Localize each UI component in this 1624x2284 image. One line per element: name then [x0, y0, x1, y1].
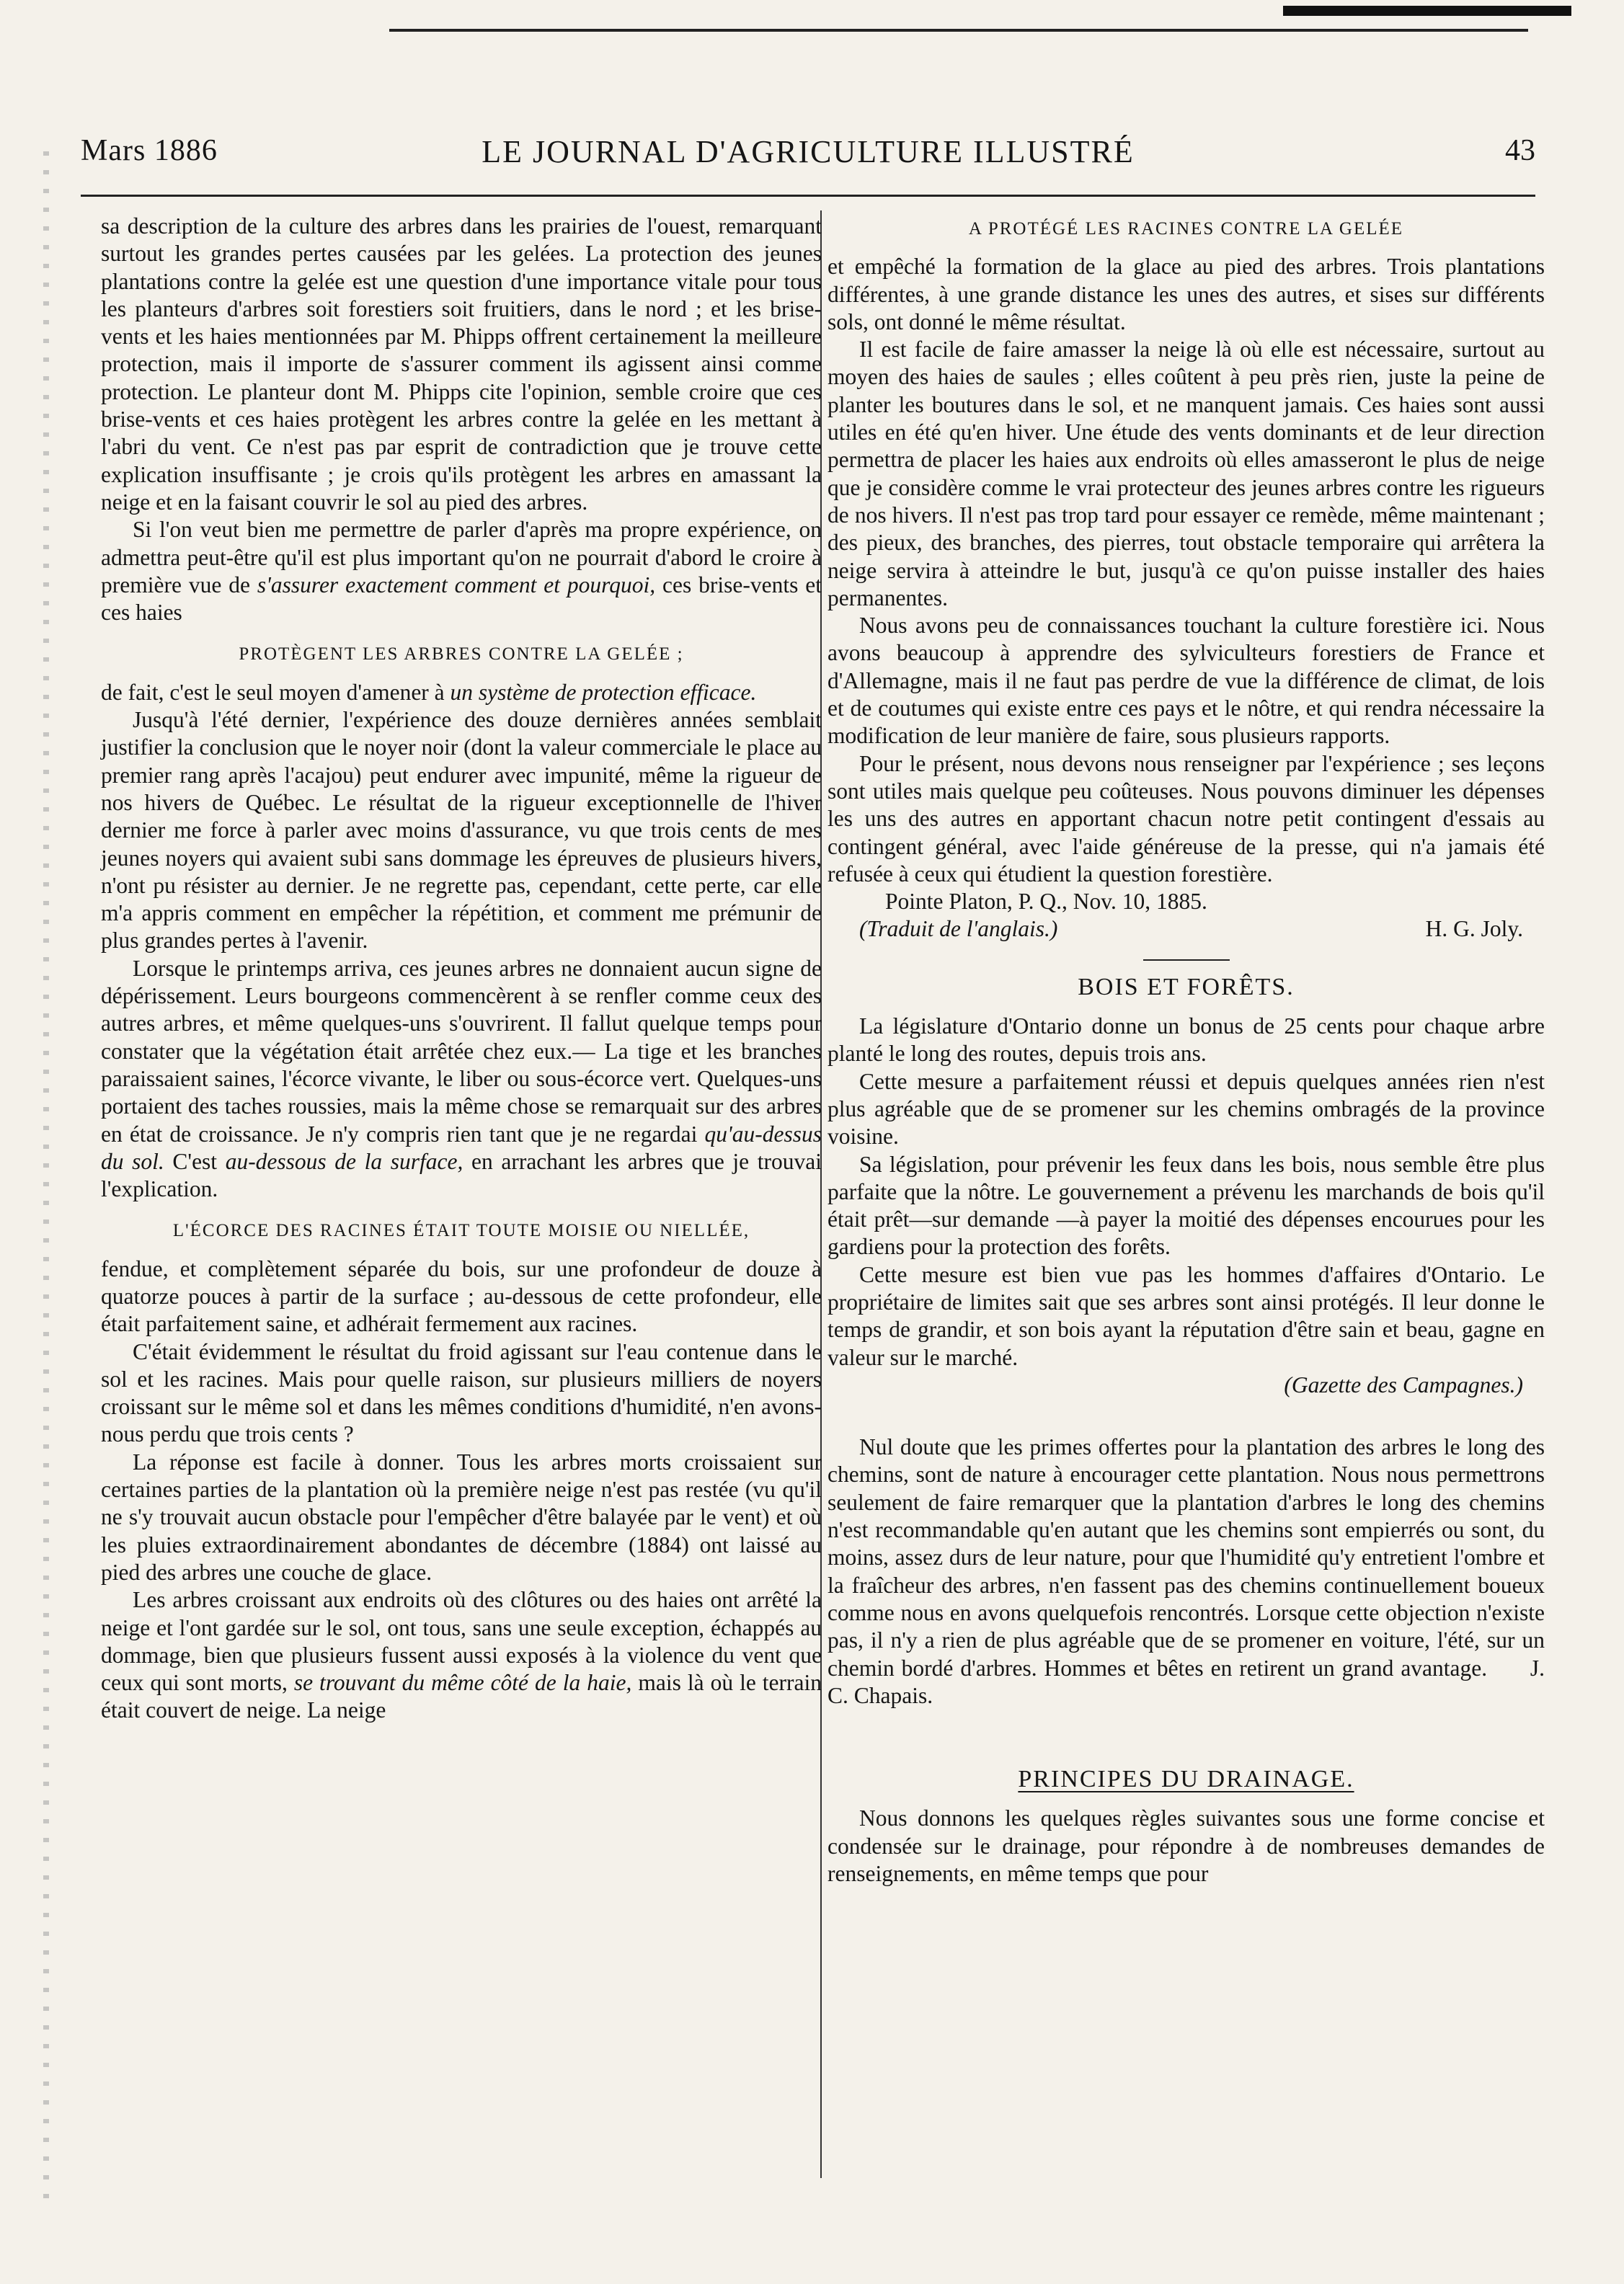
- paragraph: La réponse est facile à donner. Tous les arbres morts croissaient sur certaines parties de la plantation où la première neige n'est pas restée (vu qu'il ne s'y trouvait aucun obstacle pour l'empêcher d'être balayée par le vent) et où les pluies extraordinairement abondantes de décembre (1884) ont laissé au pied des arbres une couche de glace.: [101, 1449, 822, 1585]
- spacer: [827, 1710, 1545, 1753]
- author-signature: H. G. Joly.: [1425, 916, 1523, 942]
- small-caps-heading: L'ÉCORCE DES RACINES ÉTAIT TOUTE MOISIE OU NIELLÉE,: [172, 1221, 750, 1241]
- right-column: [827, 213, 1545, 1888]
- paragraph: Sa législation, pour prévenir les feux dans les bois, nous semble être plus parfaite que la nôtre. Le gouvernement a prévenu les marchands de bois qu'il était prêt—sur demande —à payer la moitié des dépenses encourues pour les gardiens pour la protection des forêts.: [827, 1151, 1545, 1260]
- spacer: [827, 1399, 1545, 1434]
- text-run: Nul doute que les primes offertes pour la plantation des arbres le long des chemins, sont de nature à encourager cette plantation. Nous nous permettrons seulement de faire remarquer que la plantation d'arbres le long des chemins n'est recommandable qu'en autant que les chemins sont empierrés ou sont, du moins, assez durs de leur nature, pour que l'humidité qu'y entretient l'ombre et la fraîcheur des arbres, n'en fassent pas des chemins continuellement boueux comme nous en avons quelquefois rencontrés. Lorsque cette objection n'existe pas, il n'y a rien de plus agréable que de se promener en voiture, l'été, sur un chemin bordé d'arbres. Hommes et bêtes en retirent un grand avantage.: [827, 1434, 1545, 1681]
- italic-run: au-dessous de la surface,: [225, 1148, 463, 1174]
- header-rule: [81, 195, 1535, 197]
- paragraph: [101, 1586, 822, 1724]
- header-date: Mars 1886: [81, 134, 218, 167]
- section-title-bois-forets: BOIS ET FORÊTS.: [1078, 973, 1295, 1000]
- top-ornament-rule: [1283, 6, 1571, 16]
- section-title-text: PRINCIPES DU DRAINAGE.: [1018, 1766, 1354, 1793]
- top-rule: [389, 29, 1528, 32]
- italic-run: un système de protection efficace.: [450, 679, 757, 705]
- signature-row: [827, 915, 1545, 943]
- section-title-drainage: [827, 1766, 1545, 1793]
- text-run: ces brise-vents et ces haies: [101, 572, 822, 626]
- paragraph: [101, 955, 822, 1204]
- paragraph: Nous avons peu de connaissances touchant la culture forestière ici. Nous avons beaucoup à apprendre des sylviculteurs forestiers de France et d'Allemagne, mais il ne faut pas perdre de vue la différence de climat, de lois et de coutumes qui existe entre ces pays et le nôtre, et qui rendra nécessaire la modification de leur manière de faire, sous plusieurs rapports.: [827, 613, 1545, 749]
- author-signature: J. C. Chapais.: [827, 1655, 1545, 1708]
- paragraph: C'était évidemment le résultat du froid agissant sur l'eau contenue dans le sol et les racines. Mais pour quelle raison, sur plusieurs milliers de noyers croissant sur le même sol et dans les mêmes conditions d'humidité, n'en avons-nous perdu que trois cents ?: [101, 1338, 822, 1447]
- paragraph: Jusqu'à l'été dernier, l'expérience des douze dernières années semblait justifier la conclusion que le noyer noir (dont la valeur commerciale le place au premier rang après l'acajou) peut endurer avec impunité, même la rigueur de nos hivers de Québec. Le résultat de la rigueur exceptionnelle de l'hiver dernier me force à parler avec moins d'assurance, vu que trois cents de mes jeunes noyers qui avaient subi sans dommage les épreuves de plusieurs hivers, n'ont pu résister au dernier. Je ne regrette pas, cependant, cette perte, car elle m'a appris comment en empêcher la répétition, et comment me prémunir de plus grandes pertes à l'avenir.: [101, 707, 822, 954]
- text-run: Les arbres croissant aux endroits où des clôtures ou des haies ont arrêté la neige et l'ont gardée sur le sol, ont tous, sans une seule exception, échappés au dommage, bien que plusieurs fussent aussi exposés à la violence du vent que ceux qui sont morts,: [101, 1587, 822, 1696]
- paragraph: [101, 516, 822, 626]
- paragraph: [827, 1434, 1545, 1710]
- text-run: de fait, c'est le seul moyen d'amener à: [101, 679, 451, 705]
- separator-rule: [1143, 959, 1230, 961]
- paragraph: Pour le présent, nous devons nous renseigner par l'expérience ; ses leçons sont utiles mais quelque peu coûteuses. Nous pouvons diminuer les dépenses les uns des autres en apportant chacun notre petit contingent d'essais au contingent général, avec l'aide généreuse de la presse, qui n'a jamais été refusée à ceux qui étudient la question forestière.: [827, 750, 1545, 887]
- text-run: C'est: [164, 1148, 226, 1174]
- paragraph: Il est facile de faire amasser la neige là où elle est nécessaire, surtout au moyen des haies de saules ; elles coûtent à peu près rien, juste la peine de planter les boutures dans le sol, et ne manquent jamais. Ces haies sont aussi utiles en été qu'en hiver. Une étude des vents dominants et de leur direction permettra de placer les haies aux endroits où elles amasseront le plus de neige que je considère comme le vrai protecteur des jeunes arbres contre les rigueurs de nos hivers. Il n'est pas trop tard pour essayer ce remède, même maintenant ; des pieux, des branches, des pierres, tout obstacle temporaire qui arrêtera la neige servira à atteindre le but, jusqu'à ce qu'on puisse installer des haies permanentes.: [827, 337, 1545, 610]
- journal-title: LE JOURNAL D'AGRICULTURE ILLUSTRÉ: [482, 134, 1135, 169]
- page-header: [81, 133, 1535, 184]
- translation-note: (Traduit de l'anglais.): [859, 916, 1058, 942]
- page-number: 43: [1505, 134, 1535, 167]
- left-column: [101, 213, 822, 1725]
- paragraph: sa description de la culture des arbres dans les prairies de l'ouest, remarquant surtout les grandes pertes causées par les gelées. La protection des jeunes plantations contre la gelée est une question d'une importance vitale pour tous les planteurs d'arbres soit forestiers soit fruitiers, dans le nord ; et les brise-vents et les haies mentionnées par M. Phipps offrent certainement la meilleure protection, mais il importe de s'assurer comment ils agissent ainsi comme protection. Le planteur dont M. Phipps cite l'opinion, semble croire que ces brise-vents et ces haies protègent les arbres contre la gelée en les mettant à l'abri du vent. Ce n'est pas par esprit de contradiction que je trouve cette explication insuffisante ; je crois qu'ils protègent les arbres en amassant la neige et en la faisant couvrir le sol au pied des arbres.: [101, 213, 822, 515]
- small-caps-heading: A PROTÉGÉ LES RACINES CONTRE LA GELÉE: [968, 219, 1404, 239]
- italic-run: s'assurer exactement comment et pourquoi,: [257, 572, 656, 597]
- paragraph: fendue, et complètement séparée du bois, sur une profondeur de douze à quatorze pouces à partir de la surface ; au-dessous de cette profondeur, elle était parfaitement saine, et adhérait fermement aux racines.: [101, 1256, 822, 1337]
- italic-run: se trouvant du même côté de la haie,: [293, 1670, 632, 1696]
- paragraph: [101, 679, 822, 706]
- place-date: Pointe Platon, P. Q., Nov. 10, 1885.: [885, 889, 1207, 915]
- paragraph: La législature d'Ontario donne un bonus de 25 cents pour chaque arbre planté le long des routes, depuis trois ans.: [827, 1013, 1545, 1067]
- small-caps-heading: PROTÈGENT LES ARBRES CONTRE LA GELÉE ;: [239, 644, 684, 665]
- paragraph: Cette mesure a parfaitement réussi et depuis quelques années rien n'est plus agréable que de se promener sur les chemins ombragés de la province voisine.: [827, 1068, 1545, 1150]
- paragraph: Cette mesure est bien vue pas les hommes d'affaires d'Ontario. Le propriétaire de limites sait que ses arbres sont ainsi protégés. Il leur donne le temps de grandir, et son bois ayant la réputation d'être sain et beau, gagne en valeur sur le marché.: [827, 1261, 1545, 1370]
- italic-run: qu'au-dessus du sol.: [101, 1121, 822, 1174]
- text-run: mais là où le terrain était couvert de neige. La neige: [101, 1670, 822, 1723]
- text-run: Lorsque le printemps arriva, ces jeunes arbres ne donnaient aucun signe de dépérissement. Leurs bourgeons commencèrent à se renfler comme ceux des autres arbres, et même quelques-uns s'ouvrirent. Il fallut quelque temps pour constater que la végétation était arrêtée chez eux.— La tige et les branches paraissaient saines, l'écorce vivante, le liber ou sous-écorce vert. Quelques-uns portaient des taches roussies, mais la même chose se remarquait sur des arbres en état de croissance. Je n'y compris rien tant que je ne regardai: [101, 955, 822, 1147]
- paragraph: et empêché la formation de la glace au pied des arbres. Trois plantations différentes, à une grande distance les unes des autres, et sises sur différents sols, ont donné le même résultat.: [827, 254, 1545, 334]
- binding-edge: [43, 151, 49, 2213]
- italic-run: (Gazette des Campagnes.): [1284, 1372, 1523, 1397]
- paragraph: Nous donnons les quelques règles suivantes sous une forme concise et condensée sur le drainage, pour répondre à de nombreuses demandes de renseignements, en même temps que pour: [827, 1805, 1545, 1887]
- source-citation: [827, 1372, 1545, 1399]
- text-run: Si l'on veut bien me permettre de parler d'après ma propre expérience, on admettra peut-être qu'il est plus important qu'on ne pourrait d'abord le croire à première vue de: [101, 517, 822, 597]
- text-run: en arrachant les arbres que je trouvai l'explication.: [101, 1148, 822, 1202]
